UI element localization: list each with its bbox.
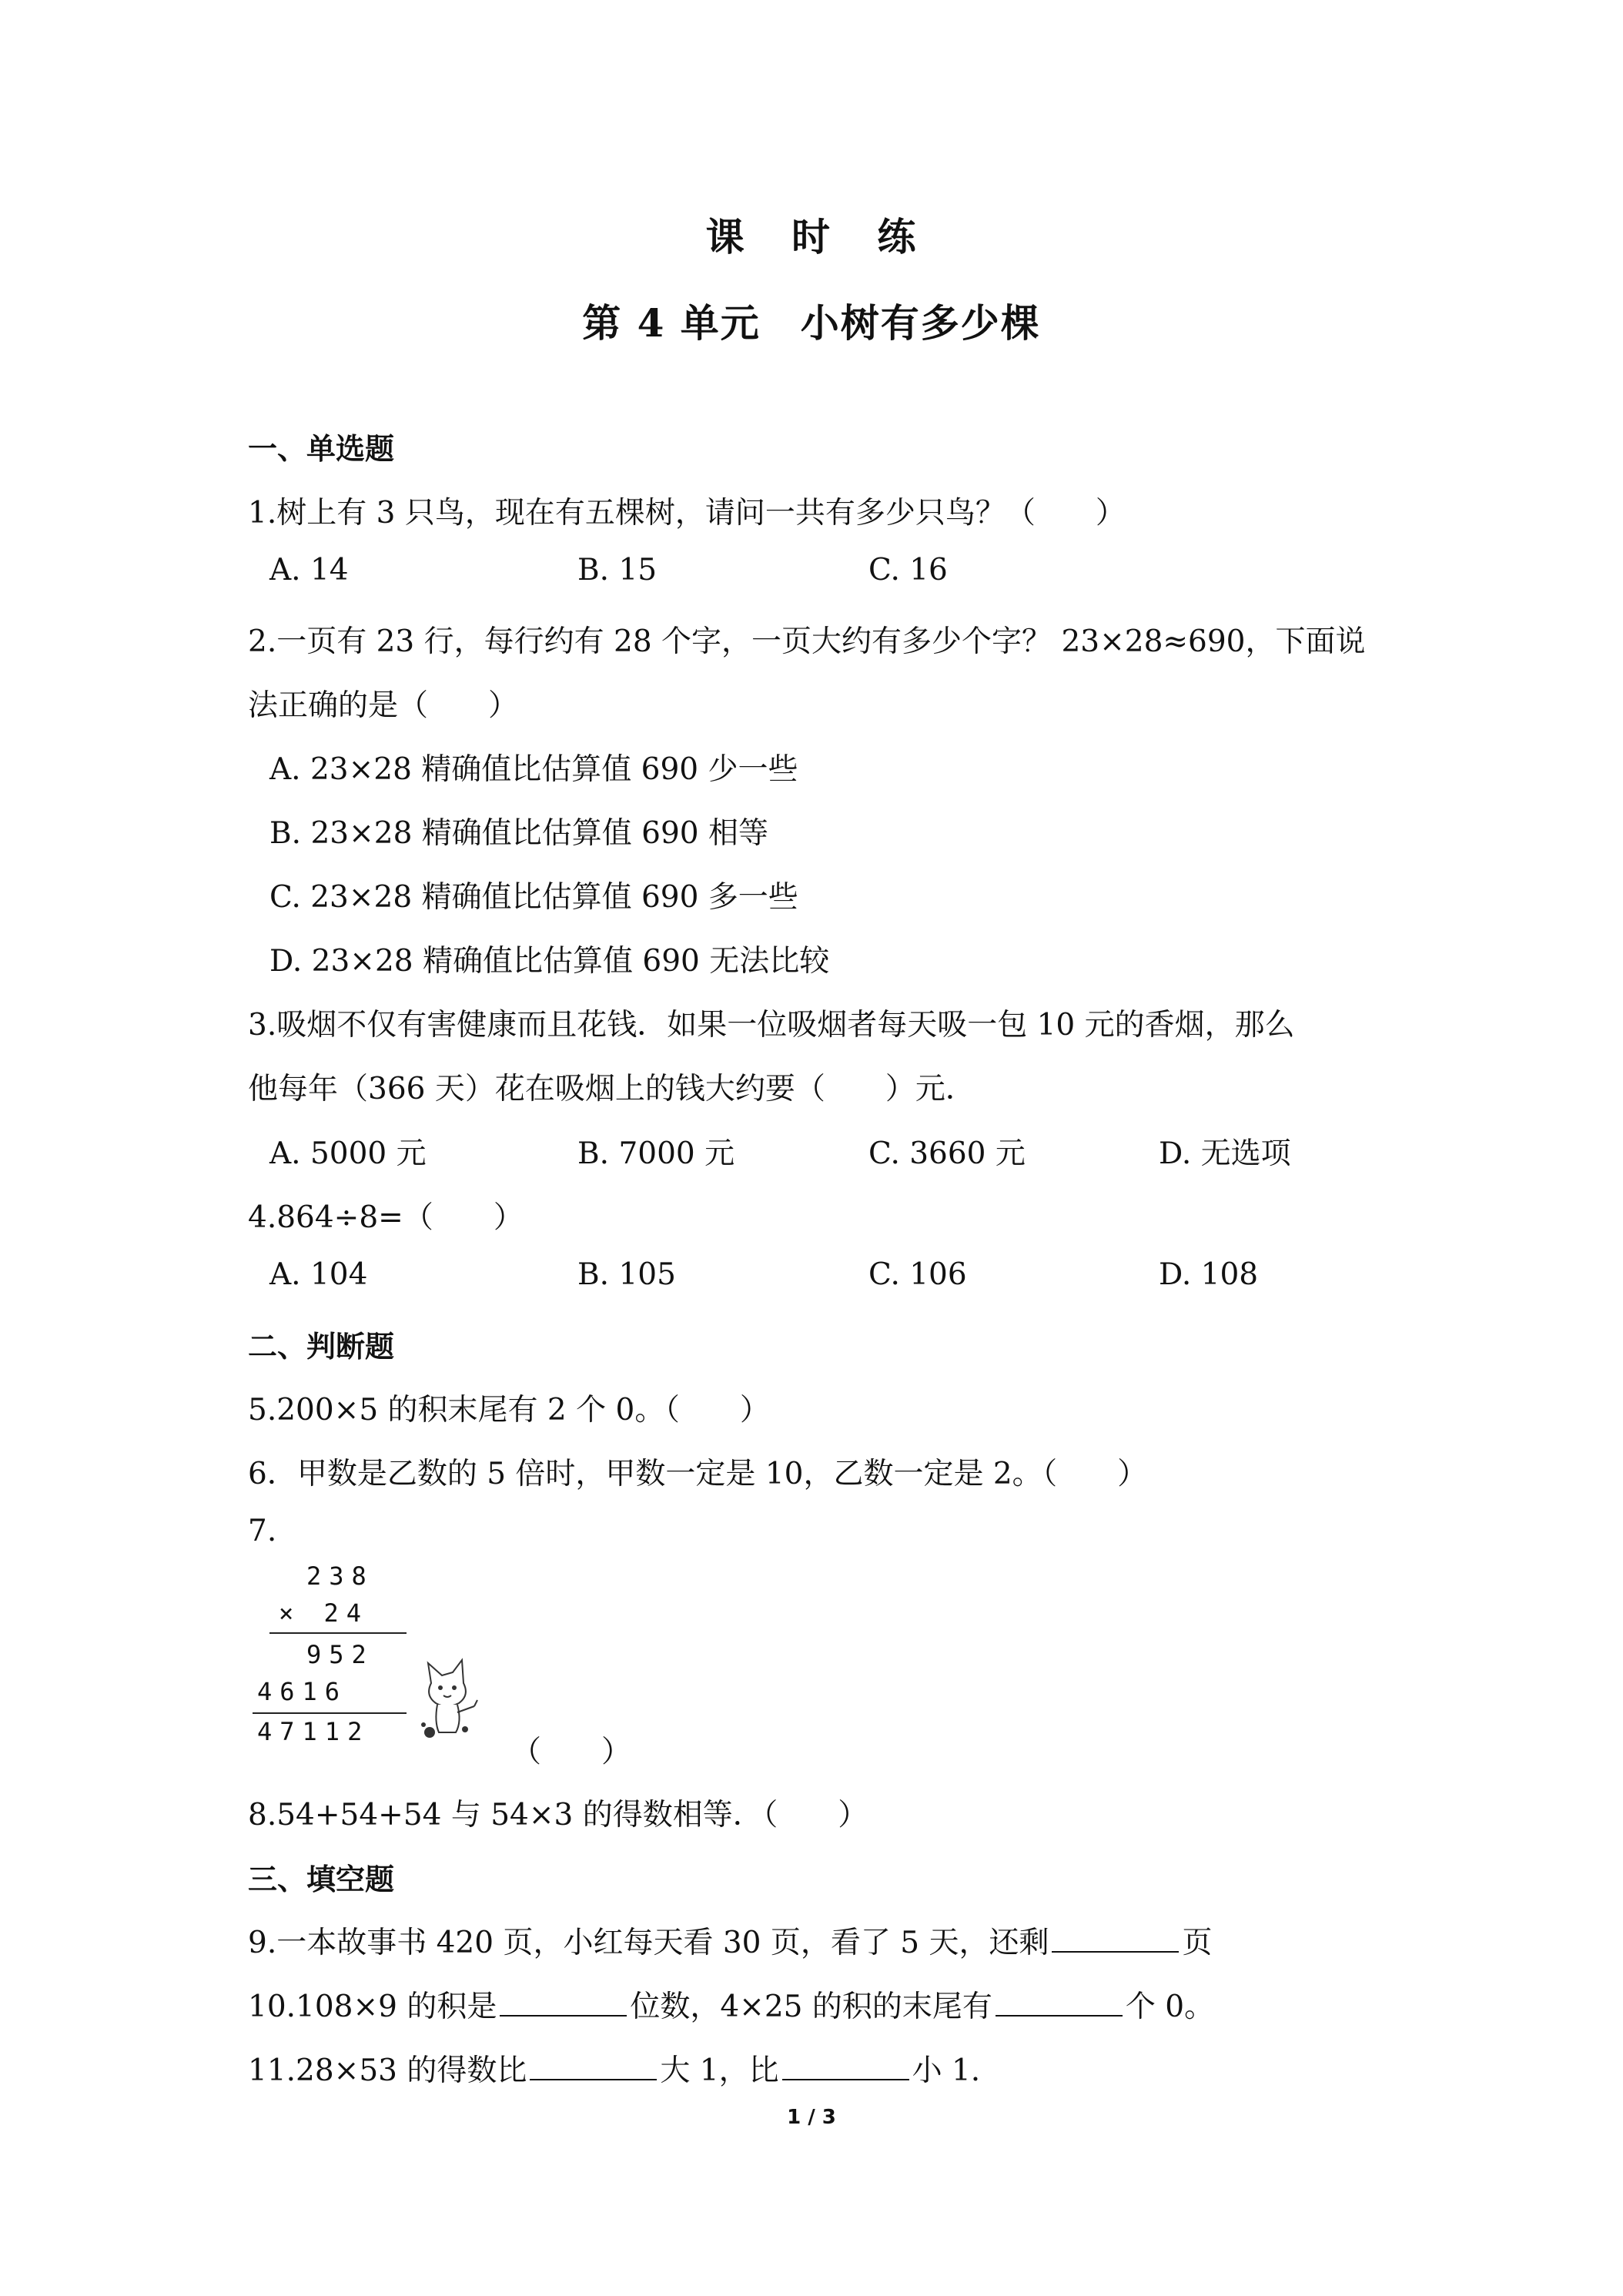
answer-blank[interactable] [500,1990,627,2017]
calc-product: 47112 [257,1717,370,1746]
calc-partial-product-2: 4616 [257,1677,348,1706]
question-4: 4.864÷8=（ ） [248,1200,524,1235]
q3-option-a: A. 5000 元 [269,1136,427,1171]
calc-multiplier: × 24 [279,1598,370,1628]
question-9-text: 9.一本故事书 420 页，小红每天看 30 页，看了 5 天，还剩 [248,1926,1049,1960]
page-number: 1 / 3 [787,2106,836,2129]
calc-partial-product-1: 952 [306,1640,374,1669]
q4-option-c: C. 106 [868,1257,967,1292]
cartoon-cat-icon [408,1652,485,1745]
question-11-text-a: 11.28×53 的得数比 [248,2053,527,2088]
question-3-line1: 3.吸烟不仅有害健康而且花钱．如果一位吸烟者每天吸一包 10 元的香烟，那么 [248,1008,1295,1043]
answer-blank[interactable] [782,2054,909,2080]
q4-option-a: A. 104 [269,1257,368,1292]
question-10-text-a: 10.108×9 的积是 [248,1990,497,2024]
calc-multiplicand: 238 [306,1561,374,1591]
question-10-text-c: 个 0。 [1125,1990,1215,2024]
calc-rule-1 [269,1632,407,1634]
answer-blank[interactable] [530,2054,657,2080]
calc-rule-2 [253,1712,407,1714]
q4-option-b: B. 105 [577,1257,676,1292]
question-5: 5.200×5 的积末尾有 2 个 0。（ ） [248,1393,770,1427]
answer-blank[interactable] [1052,1926,1179,1953]
q3-option-b: B. 7000 元 [577,1136,735,1171]
answer-blank[interactable] [996,1990,1123,2017]
section-heading-single-choice: 一、单选题 [248,431,395,466]
question-3-line2: 他每年（366 天）花在吸烟上的钱大约要（ ）元． [248,1072,975,1106]
q1-option-a: A. 14 [269,553,349,587]
question-9-unit: 页 [1182,1926,1213,1960]
q1-option-b: B. 15 [577,553,658,587]
q1-option-c: C. 16 [868,553,948,587]
section-heading-fill-in: 三、填空题 [248,1862,395,1896]
question-11-text-c: 小 1. [912,2053,981,2088]
q2-option-d: D. 23×28 精确值比估算值 690 无法比较 [269,944,830,979]
question-7-label: 7. [248,1514,277,1548]
question-7-answer-paren: （ ） [511,1735,632,1769]
q2-option-c: C. 23×28 精确值比估算值 690 多一些 [269,880,798,915]
question-1: 1.树上有 3 只鸟，现在有五棵树，请问一共有多少只鸟？（ ） [248,496,1126,530]
unit-subtitle: 第 4 单元 小树有多少棵 [582,300,1041,346]
question-2-line2: 法正确的是（ ） [248,688,519,723]
q2-option-b: B. 23×28 精确值比估算值 690 相等 [269,816,769,851]
question-8: 8.54+54+54 与 54×3 的得数相等．（ ） [248,1798,868,1832]
q3-option-d: D. 无选项 [1159,1136,1291,1171]
question-6: 6．甲数是乙数的 5 倍时，甲数一定是 10，乙数一定是 2。（ ） [248,1457,1148,1491]
q3-option-c: C. 3660 元 [868,1136,1026,1171]
vertical-multiplication-figure [248,1554,502,1762]
q2-option-a: A. 23×28 精确值比估算值 690 少一些 [269,752,798,787]
question-11-text-b: 大 1，比 [660,2053,779,2088]
section-heading-true-false: 二、判断题 [248,1329,395,1364]
q4-option-d: D. 108 [1159,1257,1259,1292]
question-10 [248,1983,1214,2026]
question-10-text-b: 位数，4×25 的积的末尾有 [630,1990,992,2024]
question-9 [248,1919,1213,1962]
question-11 [248,2047,980,2090]
question-2-line1: 2.一页有 23 行，每行约有 28 个字，一页大约有多少个字？ 23×28≈690，下面说 [248,624,1366,659]
page-title: 课 时 练 [705,214,918,259]
